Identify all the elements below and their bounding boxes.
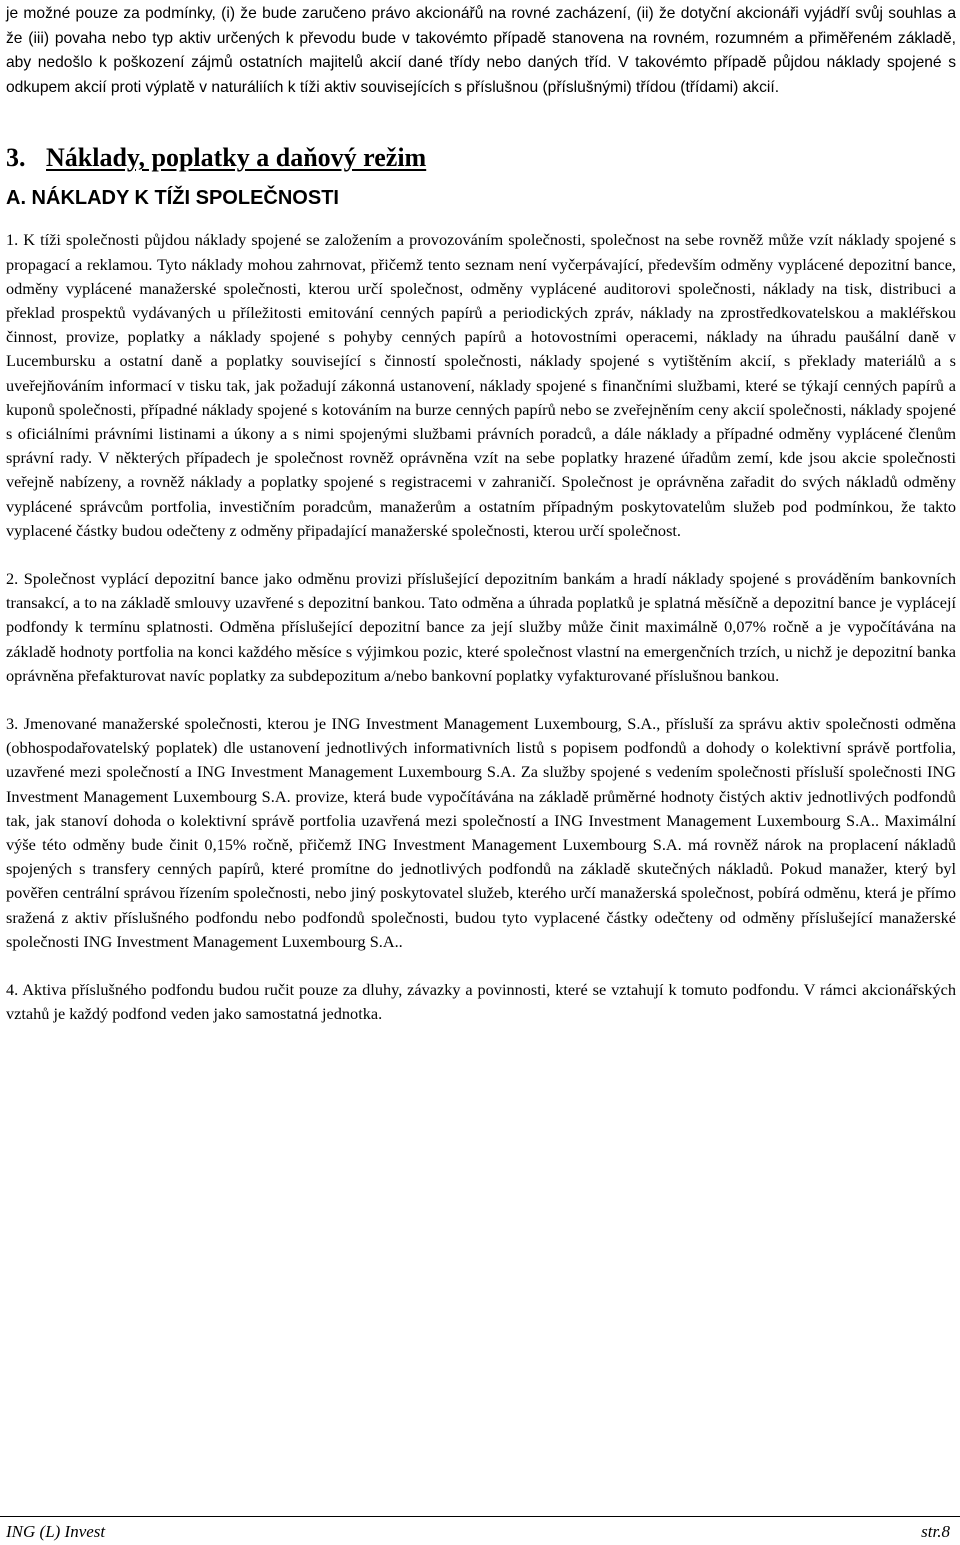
footer-document-name: ING (L) Invest bbox=[6, 1522, 106, 1541]
paragraph-1: 1. K tíži společnosti půjdou náklady spojené se založením a provozováním společnosti, společnost na sebe rovněž může vzít náklady spojené s propagací a reklamou. Tyto náklady mohou zahrnovat, přičemž tento seznam není vyčerpávající, především odměny vyplácené depozitní bance, odměny vyplácené manažerské společnosti, kterou určí společnost, odměny vyplácené auditorovi společnosti, náklady na tisk, distribuci a překlad prospektů vydávaných u příležitosti emitování cenných papírů a periodických zpráv, náklady na zprostředkovatelskou a makléřskou činnost, provize, poplatky a náklady spojené s pohyby cenných papírů a hotovostními operacemi, náklady na úhradu paušální daně v Lucembursku a ostatní daně a poplatky související s činností společnosti, náklady spojené s vytištěním akcií, s překlady materiálů a s uveřejňováním informací v tisku tak, jak požadují zákonná ustanovení, náklady spojené s finančními službami, které se týkají cenných papírů a kuponů společnosti, případné náklady spojené s kotováním na burze cenných papírů nebo se zveřejněním ceny akcií společnosti, náklady spojené s oficiálními právními listinami a úkony a s nimi spojenými službami právních poradců, a dále náklady a případné odměny vyplácené členům správní rady. V některých případech je společnost rovněž oprávněna vzít na sebe poplatky hrazené úřadům zemí, kde jsou akcie společnosti veřejně nabízeny, a rovněž náklady a poplatky spojené s registracemi v zahraničí. Společnost je oprávněna zařadit do svých nákladů odměny vyplácené správcům portfolia, investičním poradcům, manažerům a ostatním případným poskytovatelům služeb pod podmínkou, že takto vyplacené částky budou odečteny z odměny připadající manažerské společnosti, kterou určí společnost. bbox=[6, 230, 956, 540]
section-title: Náklady, poplatky a daňový režim bbox=[46, 143, 427, 173]
page-footer bbox=[6, 1522, 950, 1542]
paragraph-2: 2. Společnost vyplácí depozitní bance jako odměnu provizi příslušející depozitním bankám a hradí náklady spojené s prováděním bankovních transakcí, a to na základě smlouvy uzavřené s depozitní bankou. Tato odměna a úhrada poplatků je splatná měsíčně a depozitní bance je vyplácejí podfondy k termínu splatnosti. Odměna příslušející depozitní bance za její služby může činit maximálně 0,07% ročně a je vypočítávána na základě hodnoty portfolia na konci každého měsíce s výjimkou pozic, které společnost vlastní na emergenčních trzích, u nichž je depozitní banka oprávněna přefakturovat navíc poplatky za subdepozitum a/nebo bankovní poplatky vyfakturované příslušnou bankou. bbox=[6, 569, 956, 685]
intro-paragraph: je možné pouze za podmínky, (i) že bude zaručeno právo akcionářů na rovné zacházení, (ii) že dotyční akcionáři vyjádří svůj souhlas a že (iii) povaha nebo typ aktiv určených k převodu bude v takovémto případě stanovena na rovném, rozumném a přiměřeném základě, aby nedošlo k poškození zájmů ostatních majitelů akcií dané třídy nebo daných tříd. V takovémto případě půjdou náklady spojené s odkupem akcií proti výplatě v naturáliích k tíži aktiv souvisejících s příslušnou (příslušnými) třídou (třídami) akcií. bbox=[6, 5, 956, 96]
footer-page-number: str.8 bbox=[921, 1522, 950, 1541]
paragraph-4: 4. Aktiva příslušného podfondu budou ručit pouze za dluhy, závazky a povinnosti, které se vztahují k tomuto podfondu. V rámci akcionářských vztahů je každý podfond veden jako samostatná jednotka. bbox=[6, 980, 956, 1024]
section-number: 3. bbox=[6, 143, 26, 173]
footer-divider bbox=[0, 1516, 960, 1517]
subsection-heading: A. NÁKLADY K TÍŽI SPOLEČNOSTI bbox=[6, 187, 339, 210]
section-heading bbox=[6, 142, 956, 174]
paragraph-3: 3. Jmenované manažerské společnosti, kterou je ING Investment Management Luxembourg, S.A., přísluší za správu aktiv společnosti odměna (obhospodařovatelský poplatek) dle ustanovení jednotlivých informativních listů s popisem podfondů a dohody o kolektivní správě portfolia, uzavřené mezi společností a ING Investment Management Luxembourg S.A. Za služby spojené s vedením společnosti přísluší společnosti ING Investment Management Luxembourg S.A. provize, která bude vypočítávána na základě průměrné hodnoty čistých aktiv jednotlivých podfondů tak, jak stanoví dohoda o kolektivní správě portfolia uzavřená mezi společností a ING Investment Management Luxembourg S.A.. Maximální výše této odměny bude činit 0,15% ročně, přičemž ING Investment Management Luxembourg S.A. má rovněž nárok na proplacení nákladů spojených s transfery cenných papírů, které promítne do jednotlivých podfondů na základě skutečných nákladů. Pokud manažer, který byl pověřen centrální správou řízením společnosti, nebo jiný poskytovatel služeb, kterého určí manažerská společnost, pobírá odměnu, která je přímo sražená z aktiv příslušného podfondu nebo podfondů společnosti, budou tyto vyplacené částky odečteny od odměny příslušející manažerské společnosti ING Investment Management Luxembourg S.A.. bbox=[6, 714, 956, 951]
document-page bbox=[6, 2, 956, 1026]
